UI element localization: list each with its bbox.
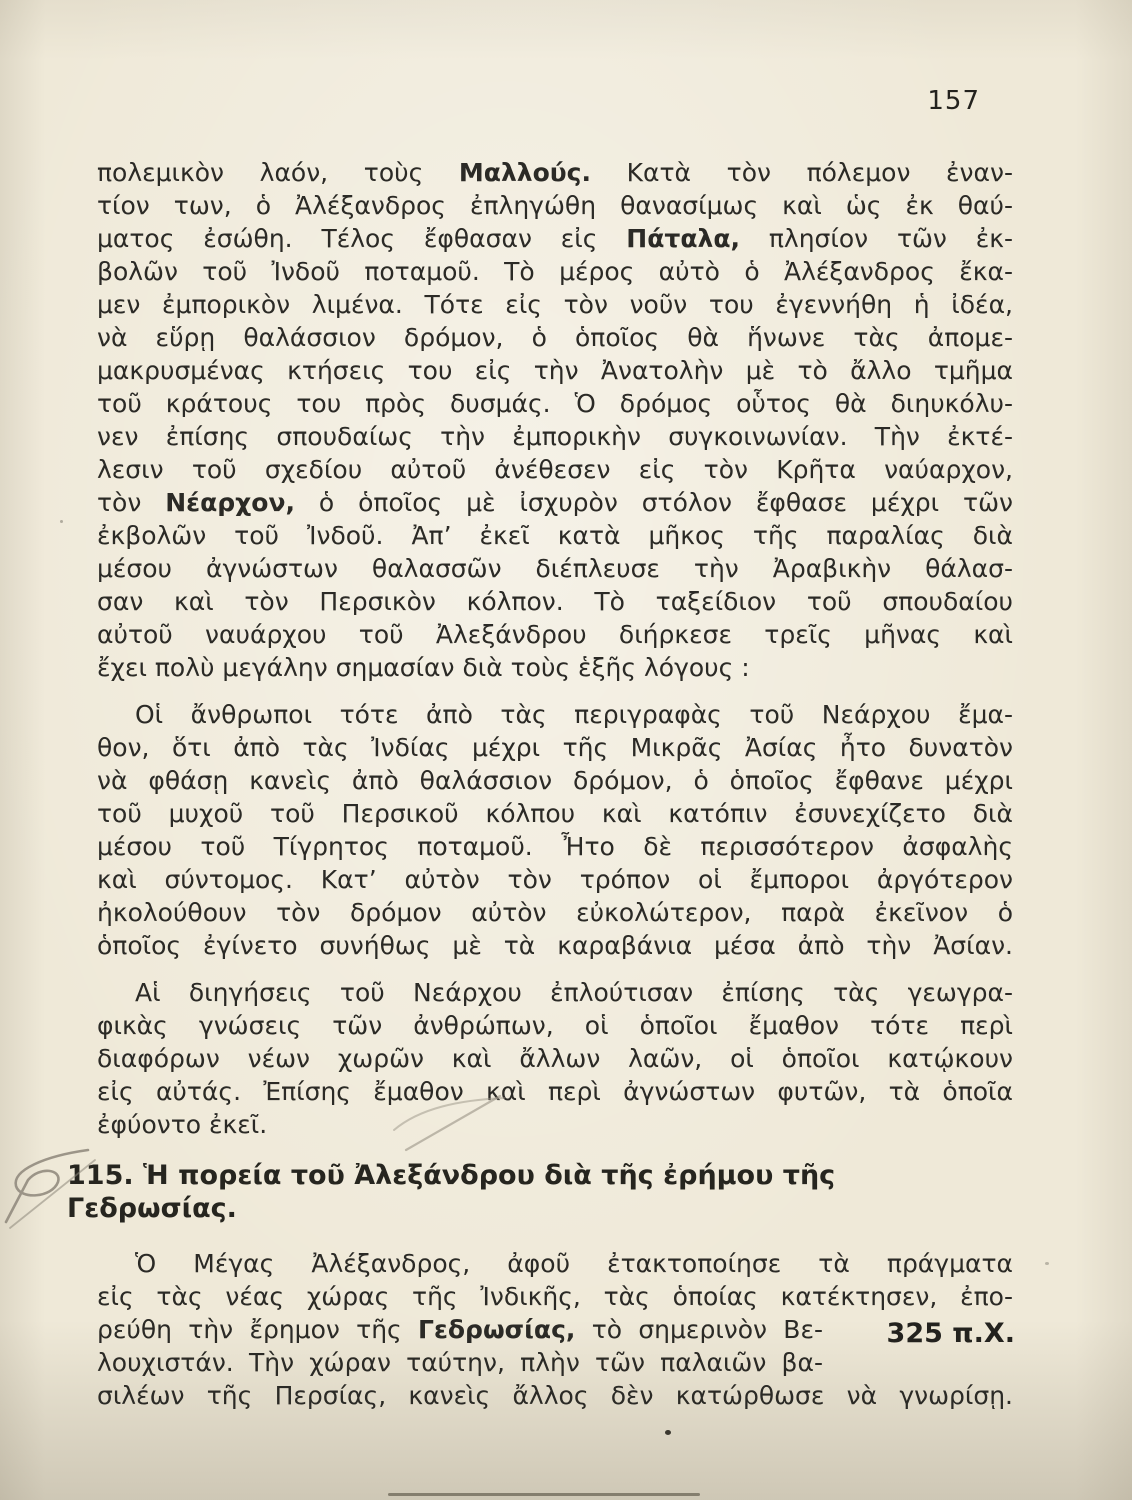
text-block [67,156,1015,1426]
text-line [97,618,1013,651]
paragraph [97,1247,1013,1412]
text-line [97,896,1013,929]
paragraph [97,976,1013,1141]
text-segment: καὶ σύντομος. Κατ’ αὐτὸν τὸν τρόπον οἱ ἔμποροι ἀργότερον [97,865,1013,894]
text-line [97,519,1013,552]
text-line [97,1280,1013,1313]
text-line [97,1042,1013,1075]
text-line [97,1379,1013,1412]
text-segment: πλησίον τῶν ἐκ- [740,224,1013,253]
text-segment: μεν ἐμπορικὸν λιμένα. Τότε εἰς τὸν νοῦν του ἐγεννήθη ἡ ἰδέα, [97,290,1013,319]
paragraph [97,156,1013,684]
text-segment: Οἱ ἄνθρωποι τότε ἀπὸ τὰς περιγραφὰς τοῦ Νεάρχου ἔμα- [135,700,1013,729]
text-segment: λεσιν τοῦ σχεδίου αὐτοῦ ἀνέθεσεν εἰς τὸν Κρῆτα ναύαρχον, [97,455,1013,484]
text-segment: ματος ἐσώθη. Τέλος ἔφθασαν εἰς [97,224,627,253]
text-segment: μέσου τοῦ Τίγρητος ποταμοῦ. Ἦτο δὲ περισσότερον ἀσφαλὴς [97,832,1013,861]
text-line [97,354,1013,387]
text-segment: τὸ σημερινὸν Βε- [575,1315,823,1344]
text-line [97,1108,1013,1141]
text-segment: Κατὰ τὸν πόλεμον ἐναν- [590,158,1013,187]
text-segment: ἠκολούθουν τὸν δρόμον αὐτὸν εὐκολώτερον, παρὰ ἐκεῖνον ὁ [97,898,1013,927]
text-line [97,830,1013,863]
text-line [97,1247,1013,1280]
text-segment: τοῦ μυχοῦ τοῦ Περσικοῦ κόλπου καὶ κατόπιν ἐσυνεχίζετο διὰ [97,799,1013,828]
text-segment: εἰς αὐτάς. Ἐπίσης ἔμαθον καὶ περὶ ἀγνώστων φυτῶν, τὰ ὁποῖα [97,1077,1013,1106]
text-segment: λουχιστάν. Τὴν χώραν ταύτην, πλὴν τῶν παλαιῶν βα- [97,1348,823,1377]
text-line [97,976,1013,1009]
text-line [97,764,1013,797]
text-segment: φικὰς γνώσεις τῶν ἀνθρώπων, οἱ ὁποῖοι ἔμαθον τότε περὶ [97,1011,1013,1040]
text-line [97,552,1013,585]
scan-speck [665,1430,671,1435]
text-line [97,651,1013,684]
margin-note: 325 π.Χ. [886,1318,1015,1349]
text-segment: σιλέων τῆς Περσίας, κανεὶς ἄλλος δὲν κατώρθωσε νὰ γνωρίσῃ. [97,1381,1013,1410]
text-line [97,1009,1013,1042]
text-segment: ἔχει πολὺ μεγάλην σημασίαν διὰ τοὺς ἑξῆς λόγους : [97,653,750,682]
page-number: 157 [927,86,980,116]
section-heading: 115. Ἡ πορεία τοῦ Ἀλεξάνδρου διὰ τῆς ἐρήμου τῆς Γεδρωσίας. [67,1160,836,1224]
text-line [97,863,1013,896]
text-segment: τοῦ κράτους του πρὸς δυσμάς. Ὁ δρόμος οὗτος θὰ διηυκόλυ- [97,389,1013,418]
text-line [97,797,1013,830]
text-line [97,189,1013,222]
text-segment: τίον των, ὁ Ἀλέξανδρος ἐπληγώθη θανασίμως καὶ ὡς ἐκ θαύ- [97,191,1013,220]
text-segment: πολεμικὸν λαόν, τοὺς [97,158,459,187]
text-segment: ὁ ὁποῖος μὲ ἰσχυρὸν στόλον ἔφθασε μέχρι τῶν [294,488,1013,517]
text-line [97,1075,1013,1108]
bold-text: Νέαρχον, [165,488,295,517]
text-segment: ἐφύοντο ἐκεῖ. [97,1110,268,1139]
text-segment: Ὁ Μέγας Ἀλέξανδρος, ἀφοῦ ἐτακτοποίησε τὰ πράγματα [135,1249,1013,1278]
text-segment: νὰ φθάσῃ κανεὶς ἀπὸ θαλάσσιον δρόμον, ὁ ὁποῖος ἔφθανε μέχρι [97,766,1013,795]
text-line [97,420,1013,453]
text-line [97,453,1013,486]
text-segment: θον, ὅτι ἀπὸ τὰς Ἰνδίας μέχρι τῆς Μικρᾶς Ἀσίας ἦτο δυνατὸν [97,733,1013,762]
text-segment: ρεύθη τὴν ἔρημον τῆς [97,1315,419,1344]
text-line [97,387,1013,420]
paragraph [97,698,1013,962]
text-segment: εἰς τὰς νέας χώρας τῆς Ἰνδικῆς, τὰς ὁποίας κατέκτησεν, ἐπο- [97,1282,1013,1311]
text-segment: νὰ εὕρῃ θαλάσσιον δρόμον, ὁ ὁποῖος θὰ ἥνωνε τὰς ἀπομε- [97,323,1013,352]
text-line [97,1313,1013,1346]
text-line [97,321,1013,354]
text-line [97,222,1013,255]
text-segment: ἐκβολῶν τοῦ Ἰνδοῦ. Ἀπ’ ἐκεῖ κατὰ μῆκος τῆς παραλίας διὰ [97,521,1013,550]
text-segment: Αἱ διηγήσεις τοῦ Νεάρχου ἐπλούτισαν ἐπίσης τὰς γεωγρα- [135,978,1013,1007]
text-segment: σαν καὶ τὸν Περσικὸν κόλπον. Τὸ ταξείδιον τοῦ σπουδαίου [97,587,1013,616]
text-line [97,929,1013,962]
text-line [97,486,1013,519]
text-line [97,288,1013,321]
text-line [97,698,1013,731]
text-line [97,585,1013,618]
text-line [97,1346,1013,1379]
text-segment: βολῶν τοῦ Ἰνδοῦ ποταμοῦ. Τὸ μέρος αὐτὸ ὁ Ἀλέξανδρος ἔκα- [97,257,1013,286]
bold-text: Πάταλα, [626,224,740,253]
scan-speck [60,520,63,523]
text-segment: ὁποῖος ἐγίνετο συνήθως μὲ τὰ καραβάνια μέσα ἀπὸ τὴν Ἀσίαν. [97,931,1013,960]
text-segment: νεν ἐπίσης σπουδαίως τὴν ἐμπορικὴν συγκοινωνίαν. Τὴν ἐκτέ- [97,422,1013,451]
text-segment: μακρυσμένας κτήσεις του εἰς τὴν Ἀνατολὴν μὲ τὸ ἄλλο τμῆμα [97,356,1013,385]
scan-speck [1045,1262,1049,1265]
bold-text: Μαλλούς. [458,158,591,187]
page-edge-shadow [388,1493,700,1496]
text-segment: τὸν [97,488,166,517]
bold-text: Γεδρωσίας, [418,1315,576,1344]
text-segment: αὐτοῦ ναυάρχου τοῦ Ἀλεξάνδρου διήρκεσε τρεῖς μῆνας καὶ [97,620,1013,649]
text-line [97,255,1013,288]
text-segment: μέσου ἀγνώστων θαλασσῶν διέπλευσε τὴν Ἀραβικὴν θάλασ- [97,554,1013,583]
text-line [97,156,1013,189]
text-segment: διαφόρων νέων χωρῶν καὶ ἄλλων λαῶν, οἱ ὁποῖοι κατῴκουν [97,1044,1013,1073]
text-line [97,731,1013,764]
